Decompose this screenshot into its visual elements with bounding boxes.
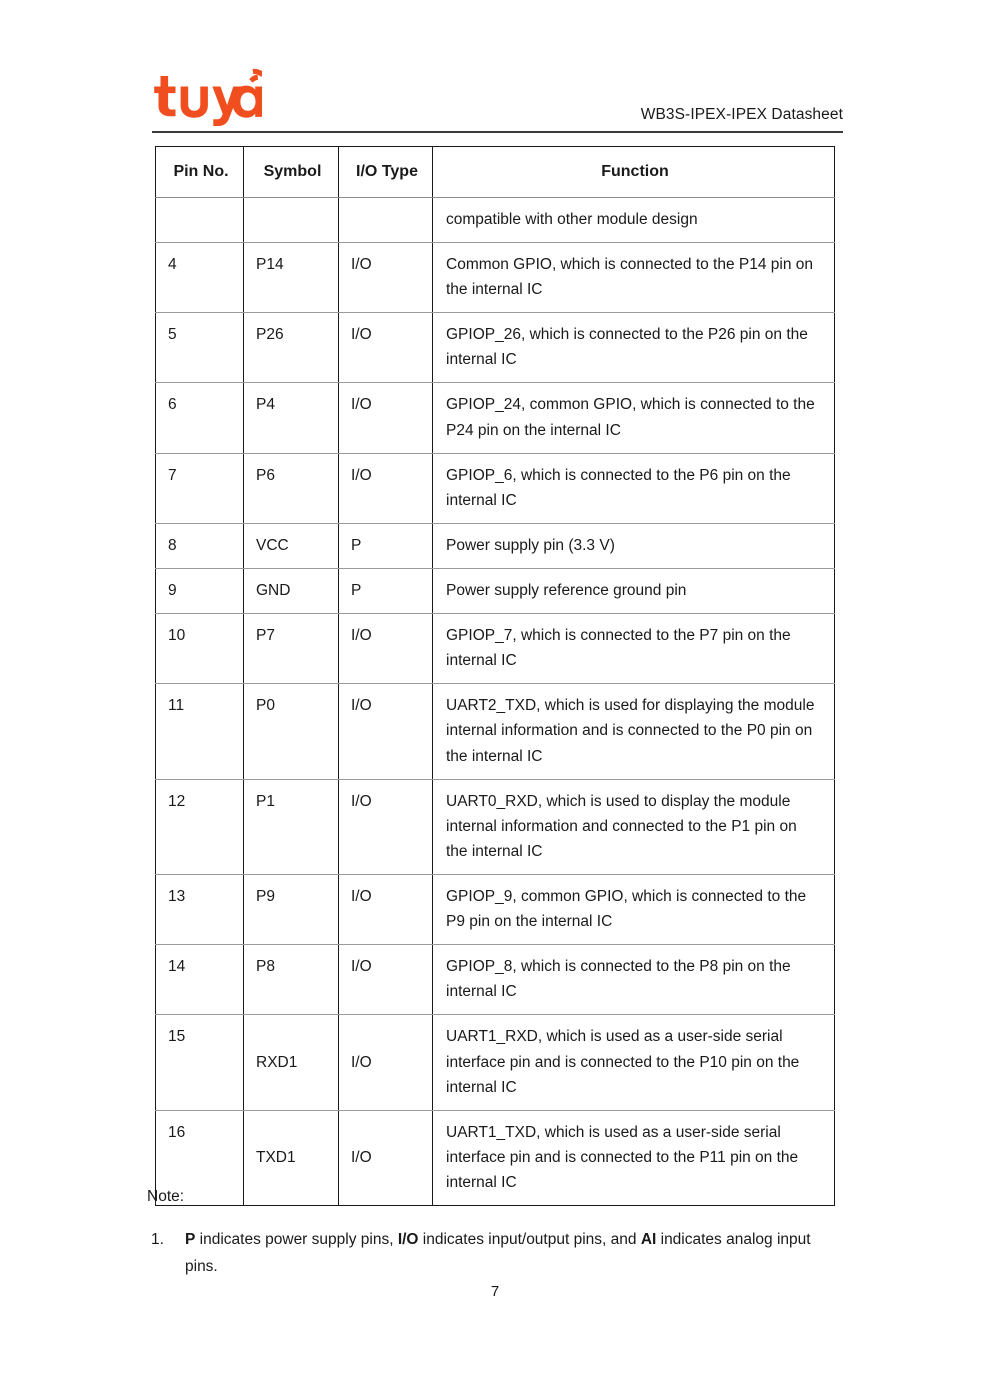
cell-symbol: P8 — [244, 945, 339, 1015]
table-row — [156, 874, 835, 944]
column-header-function: Function — [433, 147, 835, 198]
cell-pin-no: 11 — [156, 684, 244, 779]
cell-io-type: I/O — [339, 945, 433, 1015]
cell-io-type: I/O — [339, 614, 433, 684]
column-header-io-type: I/O Type — [339, 147, 433, 198]
cell-io-type: I/O — [339, 684, 433, 779]
cell-function: GPIOP_26, which is connected to the P26 pin on the internal IC — [433, 313, 835, 383]
cell-io-type — [339, 197, 433, 242]
cell-io-type: I/O — [339, 1110, 433, 1205]
cell-function: UART1_RXD, which is used as a user-side serial interface pin and is connected to the P10 pin on the internal IC — [433, 1015, 835, 1110]
cell-pin-no: 7 — [156, 453, 244, 523]
cell-function: GPIOP_6, which is connected to the P6 pin on the internal IC — [433, 453, 835, 523]
note-item-number: 1. — [151, 1231, 164, 1249]
cell-symbol: RXD1 — [244, 1015, 339, 1110]
table-row — [156, 313, 835, 383]
cell-io-type: I/O — [339, 313, 433, 383]
table-row — [156, 945, 835, 1015]
cell-pin-no: 12 — [156, 779, 244, 874]
cell-symbol: P4 — [244, 383, 339, 453]
header-document-title: WB3S-IPEX-IPEX Datasheet — [640, 106, 843, 123]
table-row — [156, 1015, 835, 1110]
cell-symbol: P0 — [244, 684, 339, 779]
cell-symbol: P14 — [244, 243, 339, 313]
table-row — [156, 383, 835, 453]
cell-pin-no: 10 — [156, 614, 244, 684]
cell-function: GPIOP_24, common GPIO, which is connected to the P24 pin on the internal IC — [433, 383, 835, 453]
cell-function: GPIOP_7, which is connected to the P7 pin on the internal IC — [433, 614, 835, 684]
cell-symbol: P6 — [244, 453, 339, 523]
cell-symbol: P7 — [244, 614, 339, 684]
column-header-pin-no: Pin No. — [156, 147, 244, 198]
table-row — [156, 197, 835, 242]
cell-symbol: VCC — [244, 523, 339, 568]
table-row — [156, 243, 835, 313]
table-row — [156, 523, 835, 568]
cell-function: UART0_RXD, which is used to display the module internal information and connected to the P1 pin on the internal IC — [433, 779, 835, 874]
cell-function: compatible with other module design — [433, 197, 835, 242]
cell-io-type: I/O — [339, 779, 433, 874]
note-item-text: P indicates power supply pins, I/O indicates input/output pins, and AI indicates analog input pins. — [185, 1231, 811, 1276]
cell-pin-no: 4 — [156, 243, 244, 313]
table-row — [156, 684, 835, 779]
page-header — [152, 68, 843, 132]
cell-pin-no: 5 — [156, 313, 244, 383]
cell-symbol: P26 — [244, 313, 339, 383]
cell-symbol: P9 — [244, 874, 339, 944]
cell-io-type: P — [339, 523, 433, 568]
table-row — [156, 453, 835, 523]
cell-function: Power supply pin (3.3 V) — [433, 523, 835, 568]
cell-pin-no: 13 — [156, 874, 244, 944]
cell-function: UART1_TXD, which is used as a user-side serial interface pin and is connected to the P11 pin on the internal IC — [433, 1110, 835, 1205]
note-list-item — [147, 1226, 847, 1280]
column-header-symbol: Symbol — [244, 147, 339, 198]
cell-pin-no: 6 — [156, 383, 244, 453]
table-body — [156, 197, 835, 1205]
cell-io-type: I/O — [339, 453, 433, 523]
cell-function: Common GPIO, which is connected to the P14 pin on the internal IC — [433, 243, 835, 313]
cell-symbol — [244, 197, 339, 242]
table-row — [156, 779, 835, 874]
cell-pin-no: 15 — [156, 1015, 244, 1110]
pin-definition-table — [155, 146, 835, 1206]
page-number: 7 — [490, 1283, 500, 1300]
cell-function: Power supply reference ground pin — [433, 569, 835, 614]
cell-function: UART2_TXD, which is used for displaying the module internal information and is connected to the P0 pin on the internal IC — [433, 684, 835, 779]
cell-io-type: I/O — [339, 1015, 433, 1110]
note-section — [147, 1183, 847, 1280]
tuya-logo — [152, 68, 262, 126]
cell-pin-no: 8 — [156, 523, 244, 568]
cell-symbol: P1 — [244, 779, 339, 874]
cell-io-type: P — [339, 569, 433, 614]
note-label: Note: — [147, 1188, 185, 1205]
header-divider-rule — [152, 131, 843, 133]
cell-pin-no: 16 — [156, 1110, 244, 1205]
cell-symbol: TXD1 — [244, 1110, 339, 1205]
table-row — [156, 614, 835, 684]
cell-pin-no: 14 — [156, 945, 244, 1015]
cell-function: GPIOP_9, common GPIO, which is connected to the P9 pin on the internal IC — [433, 874, 835, 944]
table-row — [156, 569, 835, 614]
cell-symbol: GND — [244, 569, 339, 614]
cell-function: GPIOP_8, which is connected to the P8 pin on the internal IC — [433, 945, 835, 1015]
cell-io-type: I/O — [339, 874, 433, 944]
cell-io-type: I/O — [339, 383, 433, 453]
table-header-row — [156, 147, 835, 198]
cell-pin-no: 9 — [156, 569, 244, 614]
cell-io-type: I/O — [339, 243, 433, 313]
cell-pin-no — [156, 197, 244, 242]
